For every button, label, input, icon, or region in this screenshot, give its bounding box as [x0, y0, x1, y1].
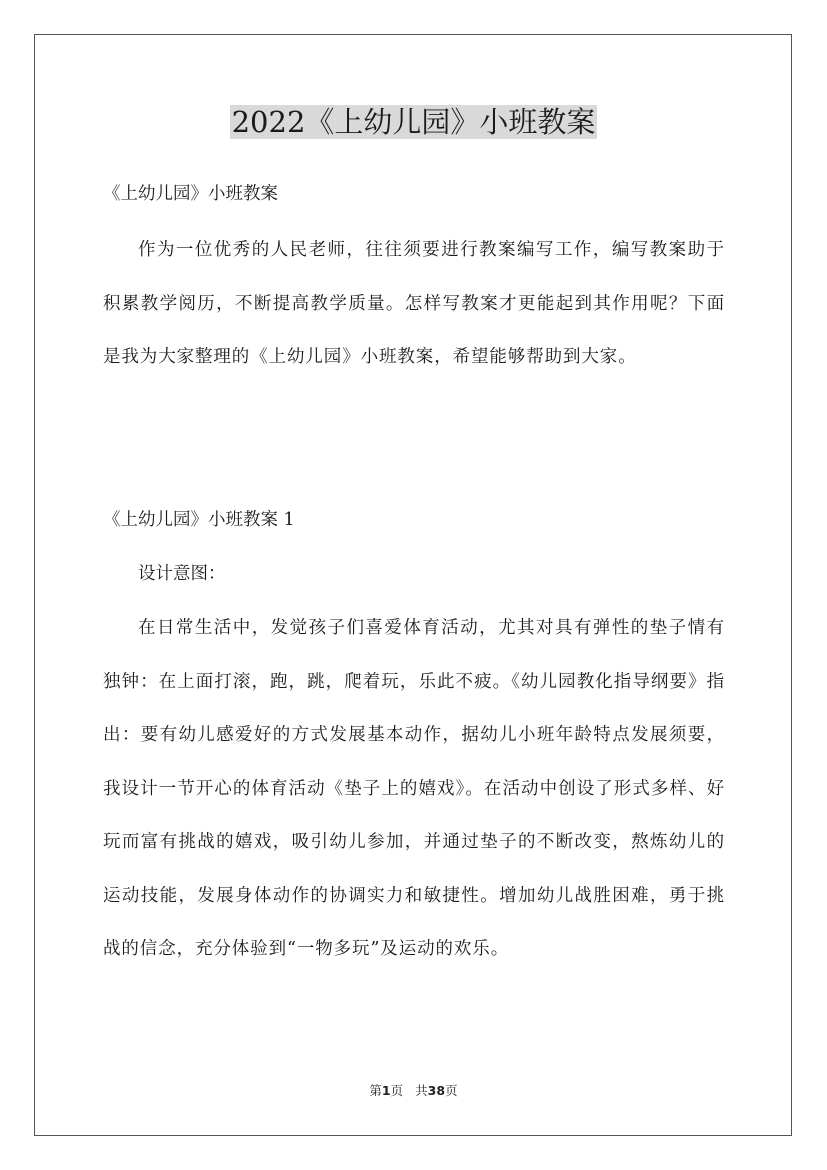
- page-suffix: 页: [390, 1083, 404, 1098]
- total-prefix: 共: [415, 1083, 428, 1098]
- document-title: [0, 100, 827, 144]
- intro-paragraph: 作为一位优秀的人民老师，往往须要进行教案编写工作，编写教案助于积累教学阅历，不断提高教学质量。怎样写教案才更能起到其作用呢？下面是我为大家整理的《上幼儿园》小班教案，希望能够帮助到大家。: [103, 240, 725, 367]
- design-intent-paragraph: 在日常生活中，发觉孩子们喜爱体育活动，尤其对具有弹性的垫子情有独钟：在上面打滚，跑，跳，爬着玩，乐此不疲。《幼儿园教化指导纲要》指出：要有幼儿感爱好的方式发展基本动作，据幼儿小班年龄特点发展须要，我设计一节开心的体育活动《垫子上的嬉戏》。在活动中创设了形式多样、好玩而富有挑战的嬉戏，吸引幼儿参加，并通过垫子的不断改变，熬炼幼儿的运动技能，发展身体动作的协调实力和敏捷性。增加幼儿战胜困难，勇于挑战的信念，充分体验到“一物多玩”及运动的欢乐。: [103, 618, 725, 959]
- document-title-text: 2022《上幼儿园》小班教案: [231, 105, 596, 139]
- total-pages: 38: [427, 1083, 446, 1098]
- total-suffix: 页: [445, 1083, 458, 1098]
- design-intent-label: 设计意图：: [138, 564, 226, 584]
- page-footer: [0, 1082, 827, 1100]
- page-prefix: 第: [369, 1083, 382, 1098]
- page-number: 1: [381, 1083, 391, 1098]
- section-heading: 《上幼儿园》小班教案 1: [103, 510, 295, 530]
- document-subtitle: 《上幼儿园》小班教案: [103, 184, 278, 204]
